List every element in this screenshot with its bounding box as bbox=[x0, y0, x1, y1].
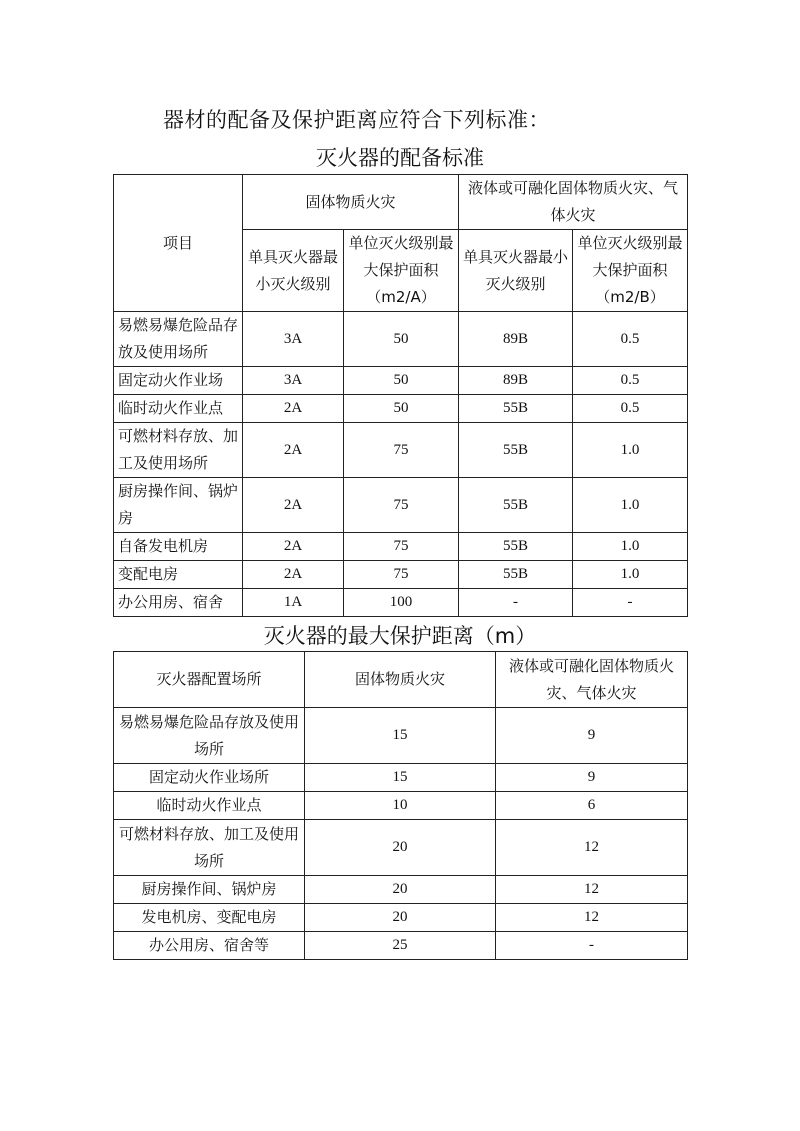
table-row bbox=[114, 533, 688, 561]
row-item: 固定动火作业场 bbox=[114, 367, 243, 395]
row-solid-distance: 20 bbox=[305, 820, 496, 876]
extinguisher-distance-table bbox=[113, 651, 688, 960]
table-row bbox=[114, 904, 688, 932]
table-row bbox=[114, 820, 688, 876]
row-liquid-distance: - bbox=[496, 932, 688, 960]
row-solid-area: 100 bbox=[344, 589, 459, 617]
header-liquid-fire: 液体或可融化固体物质火灾、气体火灾 bbox=[459, 175, 688, 230]
table-row bbox=[114, 792, 688, 820]
row-solid-area: 50 bbox=[344, 395, 459, 423]
table2-title: 灭火器的最大保护距离（m） bbox=[263, 624, 537, 648]
row-solid-area: 75 bbox=[344, 533, 459, 561]
row-place: 可燃材料存放、加工及使用场所 bbox=[114, 820, 305, 876]
table-row bbox=[114, 423, 688, 478]
header-liquid-max-area-label: 单位灭火级别最大保护面积 bbox=[577, 234, 683, 279]
row-solid-distance: 15 bbox=[305, 764, 496, 792]
row-liquid-min: 55B bbox=[459, 533, 573, 561]
header-liquid-fire: 液体或可融化固体物质火灾、气体火灾 bbox=[496, 652, 688, 708]
row-liquid-area: 1.0 bbox=[573, 561, 688, 589]
header-solid-fire: 固体物质火灾 bbox=[243, 175, 459, 230]
row-liquid-min: - bbox=[459, 589, 573, 617]
header-solid-fire: 固体物质火灾 bbox=[305, 652, 496, 708]
row-solid-min: 2A bbox=[243, 533, 344, 561]
row-solid-distance: 20 bbox=[305, 904, 496, 932]
row-item: 办公用房、宿舍 bbox=[114, 589, 243, 617]
table-row bbox=[114, 876, 688, 904]
row-solid-distance: 25 bbox=[305, 932, 496, 960]
row-solid-area: 75 bbox=[344, 423, 459, 478]
row-liquid-distance: 12 bbox=[496, 820, 688, 876]
row-liquid-area: 1.0 bbox=[573, 478, 688, 533]
row-place: 厨房操作间、锅炉房 bbox=[114, 876, 305, 904]
row-liquid-area: 1.0 bbox=[573, 533, 688, 561]
row-item: 自备发电机房 bbox=[114, 533, 243, 561]
extinguisher-allocation-table bbox=[113, 174, 688, 617]
row-item: 可燃材料存放、加工及使用场所 bbox=[114, 423, 243, 478]
table-row bbox=[114, 932, 688, 960]
row-solid-min: 3A bbox=[243, 367, 344, 395]
table-row bbox=[114, 478, 688, 533]
row-liquid-min: 55B bbox=[459, 423, 573, 478]
row-liquid-distance: 9 bbox=[496, 708, 688, 764]
row-solid-distance: 20 bbox=[305, 876, 496, 904]
row-place: 发电机房、变配电房 bbox=[114, 904, 305, 932]
table-row bbox=[114, 561, 688, 589]
row-item: 易燃易爆危险品存放及使用场所 bbox=[114, 312, 243, 367]
row-liquid-distance: 6 bbox=[496, 792, 688, 820]
row-liquid-distance: 12 bbox=[496, 876, 688, 904]
table-row bbox=[114, 312, 688, 367]
row-solid-min: 1A bbox=[243, 589, 344, 617]
table-row bbox=[114, 395, 688, 423]
row-place: 易燃易爆危险品存放及使用场所 bbox=[114, 708, 305, 764]
row-solid-min: 2A bbox=[243, 395, 344, 423]
row-liquid-min: 55B bbox=[459, 395, 573, 423]
row-liquid-min: 55B bbox=[459, 561, 573, 589]
row-solid-distance: 10 bbox=[305, 792, 496, 820]
row-liquid-min: 89B bbox=[459, 367, 573, 395]
row-solid-min: 2A bbox=[243, 561, 344, 589]
header-solid-max-area bbox=[344, 230, 459, 312]
table1-title: 灭火器的配备标准 bbox=[316, 146, 484, 170]
intro-text: 器材的配备及保护距离应符合下列标准： bbox=[163, 108, 550, 132]
row-solid-distance: 15 bbox=[305, 708, 496, 764]
row-solid-min: 2A bbox=[243, 478, 344, 533]
header-item: 项目 bbox=[114, 175, 243, 312]
row-liquid-area: 0.5 bbox=[573, 395, 688, 423]
header-solid-min-rating: 单具灭火器最小灭火级别 bbox=[243, 230, 344, 312]
row-item: 变配电房 bbox=[114, 561, 243, 589]
header-liquid-min-rating: 单具灭火器最小灭火级别 bbox=[459, 230, 573, 312]
row-solid-area: 75 bbox=[344, 561, 459, 589]
row-liquid-area: 1.0 bbox=[573, 423, 688, 478]
row-item: 临时动火作业点 bbox=[114, 395, 243, 423]
table-row bbox=[114, 367, 688, 395]
row-liquid-area: 0.5 bbox=[573, 312, 688, 367]
header-liquid-max-area bbox=[573, 230, 688, 312]
row-solid-min: 3A bbox=[243, 312, 344, 367]
row-liquid-distance: 12 bbox=[496, 904, 688, 932]
row-solid-area: 50 bbox=[344, 312, 459, 367]
row-liquid-area: - bbox=[573, 589, 688, 617]
row-liquid-min: 89B bbox=[459, 312, 573, 367]
header-solid-max-area-label: 单位灭火级别最大保护面积 bbox=[348, 234, 454, 279]
row-liquid-distance: 9 bbox=[496, 764, 688, 792]
row-liquid-min: 55B bbox=[459, 478, 573, 533]
row-solid-area: 50 bbox=[344, 367, 459, 395]
header-place: 灭火器配置场所 bbox=[114, 652, 305, 708]
table-row bbox=[114, 708, 688, 764]
row-solid-area: 75 bbox=[344, 478, 459, 533]
row-solid-min: 2A bbox=[243, 423, 344, 478]
header-solid-area-unit: （m2/A） bbox=[366, 288, 436, 306]
table-row bbox=[114, 589, 688, 617]
row-place: 固定动火作业场所 bbox=[114, 764, 305, 792]
row-item: 厨房操作间、锅炉房 bbox=[114, 478, 243, 533]
table-row bbox=[114, 764, 688, 792]
row-liquid-area: 0.5 bbox=[573, 367, 688, 395]
row-place: 办公用房、宿舍等 bbox=[114, 932, 305, 960]
header-liquid-area-unit: （m2/B） bbox=[595, 288, 665, 306]
row-place: 临时动火作业点 bbox=[114, 792, 305, 820]
